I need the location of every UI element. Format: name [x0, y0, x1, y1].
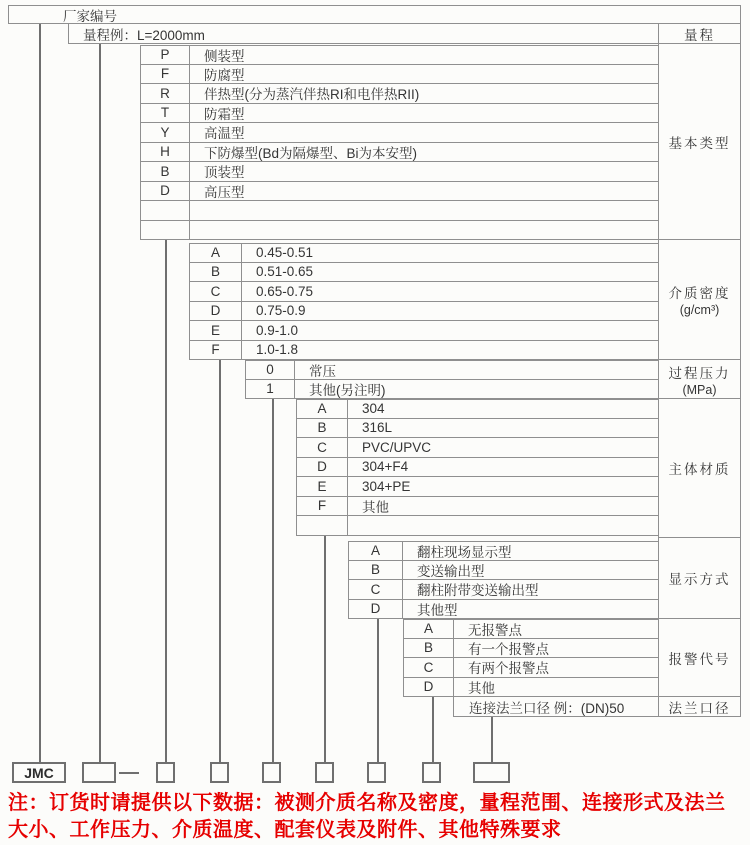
medium-density-code-cell: E [190, 321, 242, 340]
category-label-body-material-text: 主体材质 [668, 462, 731, 477]
medium-density-code-cell: C [190, 282, 242, 301]
alarm-code-row-D [403, 678, 658, 698]
flange-spec-text: 连接法兰口径 例：(DN)50 [469, 700, 625, 716]
category-label-body-material [659, 399, 740, 538]
medium-density-desc-cell: 0.51-0.65 [256, 264, 314, 280]
display-mode-row-A [348, 541, 658, 561]
medium-density-desc-cell: 0.45-0.51 [256, 245, 314, 261]
process-pressure-desc-cell: 其他(另注明) [309, 382, 386, 398]
alarm-code-row-C [403, 658, 658, 678]
connector-line-0 [39, 24, 41, 762]
category-label-process-pressure [659, 360, 740, 399]
basic-type-desc-cell: 防霜型 [204, 106, 245, 122]
category-label-process-pressure-text: 过程压力 [668, 365, 731, 381]
order-note-line1: 注：订货时请提供以下数据：被测介质名称及密度，量程范围、连接形式及法兰 [8, 792, 726, 814]
model-code-box-basic-type [156, 762, 175, 783]
display-mode-code-cell: C [349, 580, 403, 599]
medium-density-desc-cell: 1.0-1.8 [256, 342, 299, 358]
process-pressure-row-1 [245, 380, 658, 400]
model-code-box-flange-size [473, 762, 510, 783]
body-material-code-cell: B [297, 419, 348, 438]
body-material-code-cell: F [297, 497, 348, 516]
connector-line-8 [491, 717, 493, 762]
medium-density-code-cell: F [190, 341, 242, 360]
body-material-code-cell: D [297, 458, 348, 477]
connector-line-5 [324, 536, 326, 762]
model-separator-dash [119, 772, 139, 774]
process-pressure-desc-cell: 常压 [309, 363, 336, 379]
category-label-basic-type [659, 44, 740, 240]
body-material-row-E [296, 477, 658, 497]
alarm-code-row-B [403, 639, 658, 659]
basic-type-row-P [140, 45, 658, 65]
range-example-label: 量程例：L=2000mm [83, 27, 205, 43]
alarm-code-code-cell: A [404, 620, 454, 638]
order-note-line2: 大小、工作压力、介质温度、配套仪表及附件、其他特殊要求 [8, 819, 562, 841]
medium-density-row-D [189, 302, 658, 322]
alarm-code-desc-cell: 有一个报警点 [468, 641, 549, 657]
model-code-box-range [82, 762, 116, 783]
category-label-medium-density [659, 240, 740, 360]
basic-type-desc-cell: 高压型 [204, 184, 245, 200]
basic-type-desc-cell: 高温型 [204, 126, 245, 142]
alarm-code-code-cell: B [404, 639, 454, 658]
basic-type-code-cell: Y [141, 123, 190, 142]
basic-type-desc-cell: 顶装型 [204, 165, 245, 181]
body-material-row-A [296, 399, 658, 419]
category-label-flange-size [659, 697, 740, 717]
basic-type-code-cell: F [141, 65, 190, 84]
model-code-box-display-mode [367, 762, 386, 783]
body-material-row-empty [296, 516, 658, 536]
body-material-desc-cell: 316L [362, 420, 393, 436]
display-mode-row-C [348, 580, 658, 600]
process-pressure-code-cell: 0 [246, 361, 295, 379]
body-material-row-B [296, 419, 658, 439]
body-material-code-cell [297, 516, 348, 535]
medium-density-desc-cell: 0.9-1.0 [256, 322, 299, 338]
model-code-box-process-pressure [262, 762, 281, 783]
basic-type-desc-cell [190, 221, 658, 240]
body-material-row-F [296, 497, 658, 517]
basic-type-code-cell: D [141, 182, 190, 201]
connector-line-1 [99, 44, 101, 762]
medium-density-row-A [189, 243, 658, 263]
basic-type-desc-cell [190, 201, 658, 220]
category-label-alarm-code [659, 619, 740, 697]
process-pressure-code-cell: 1 [246, 380, 295, 399]
category-label-medium-density-text: 介质密度 [668, 286, 731, 301]
medium-density-code-cell: A [190, 244, 242, 262]
basic-type-desc-cell: 侧装型 [204, 48, 245, 64]
basic-type-desc-cell: 下防爆型(Bd为隔爆型、Bi为本安型) [204, 145, 418, 161]
basic-type-code-cell: P [141, 46, 190, 64]
category-label-process-pressure-unit: (MPa) [682, 382, 717, 397]
model-prefix-label: JMC [24, 764, 54, 781]
body-material-desc-cell [348, 516, 658, 535]
flange-spec-row [453, 697, 658, 717]
basic-type-row-Y [140, 123, 658, 143]
alarm-code-code-cell: D [404, 678, 454, 697]
display-mode-row-D [348, 600, 658, 620]
connector-line-7 [432, 697, 434, 762]
connector-line-2 [165, 240, 167, 762]
category-label-column [658, 24, 741, 717]
connector-line-4 [272, 399, 274, 762]
medium-density-row-E [189, 321, 658, 341]
display-mode-code-cell: A [349, 542, 403, 560]
body-material-desc-cell: 304 [362, 401, 385, 417]
basic-type-row-D [140, 182, 658, 202]
basic-type-row-empty [140, 221, 658, 241]
body-material-desc-cell: PVC/UPVC [362, 439, 432, 455]
body-material-desc-cell: 304+F4 [362, 459, 409, 475]
alarm-code-desc-cell: 无报警点 [468, 622, 522, 638]
medium-density-row-B [189, 263, 658, 283]
basic-type-row-empty [140, 201, 658, 221]
medium-density-desc-cell: 0.75-0.9 [256, 303, 306, 319]
range-example-box [68, 24, 658, 44]
basic-type-code-cell: R [141, 84, 190, 103]
basic-type-row-H [140, 143, 658, 163]
basic-type-desc-cell: 防腐型 [204, 67, 245, 83]
basic-type-code-cell: T [141, 104, 190, 123]
category-label-display-mode-text: 显示方式 [668, 572, 731, 587]
category-label-basic-type-text: 基本类型 [668, 135, 731, 151]
category-label-flange-size-text: 法兰口径 [668, 700, 731, 716]
model-code-box-body-material [315, 762, 334, 783]
body-material-row-C [296, 438, 658, 458]
body-material-code-cell: E [297, 477, 348, 496]
category-label-medium-density-unit: (g/cm³) [679, 303, 720, 317]
display-mode-desc-cell: 其他型 [417, 602, 458, 618]
basic-type-code-cell: H [141, 143, 190, 162]
medium-density-row-F [189, 341, 658, 361]
basic-type-row-B [140, 162, 658, 182]
category-label-range [659, 24, 740, 44]
process-pressure-row-0 [245, 360, 658, 380]
manufacturer-number-label: 厂家编号 [63, 8, 117, 24]
basic-type-row-R [140, 84, 658, 104]
alarm-code-code-cell: C [404, 658, 454, 677]
alarm-code-desc-cell: 其他 [468, 680, 495, 696]
basic-type-code-cell [141, 201, 190, 220]
display-mode-code-cell: D [349, 600, 403, 619]
medium-density-code-cell: B [190, 263, 242, 282]
alarm-code-desc-cell: 有两个报警点 [468, 661, 549, 677]
alarm-code-row-A [403, 619, 658, 639]
order-note [8, 790, 726, 844]
body-material-row-D [296, 458, 658, 478]
basic-type-desc-cell: 伴热型(分为蒸汽伴热RI和电伴热RII) [204, 87, 420, 103]
model-code-box-medium-density [210, 762, 229, 783]
medium-density-row-C [189, 282, 658, 302]
basic-type-code-cell: B [141, 162, 190, 181]
display-mode-desc-cell: 翻柱附带变送输出型 [417, 583, 539, 599]
display-mode-code-cell: B [349, 561, 403, 580]
model-prefix-box [12, 762, 66, 783]
model-code-box-alarm-code [422, 762, 441, 783]
body-material-code-cell: C [297, 438, 348, 457]
connector-line-3 [219, 360, 221, 762]
body-material-code-cell: A [297, 400, 348, 418]
body-material-desc-cell: 304+PE [362, 478, 411, 494]
display-mode-desc-cell: 变送输出型 [417, 563, 485, 579]
category-label-display-mode [659, 538, 740, 619]
category-label-range-text: 量程 [684, 27, 715, 43]
basic-type-row-F [140, 65, 658, 85]
basic-type-row-T [140, 104, 658, 124]
basic-type-code-cell [141, 221, 190, 240]
body-material-desc-cell: 其他 [362, 499, 389, 515]
medium-density-code-cell: D [190, 302, 242, 321]
display-mode-desc-cell: 翻柱现场显示型 [417, 544, 512, 560]
category-label-alarm-code-text: 报警代号 [668, 651, 731, 667]
manufacturer-number-box [8, 5, 741, 24]
display-mode-row-B [348, 561, 658, 581]
medium-density-desc-cell: 0.65-0.75 [256, 283, 314, 299]
connector-line-6 [377, 619, 379, 762]
